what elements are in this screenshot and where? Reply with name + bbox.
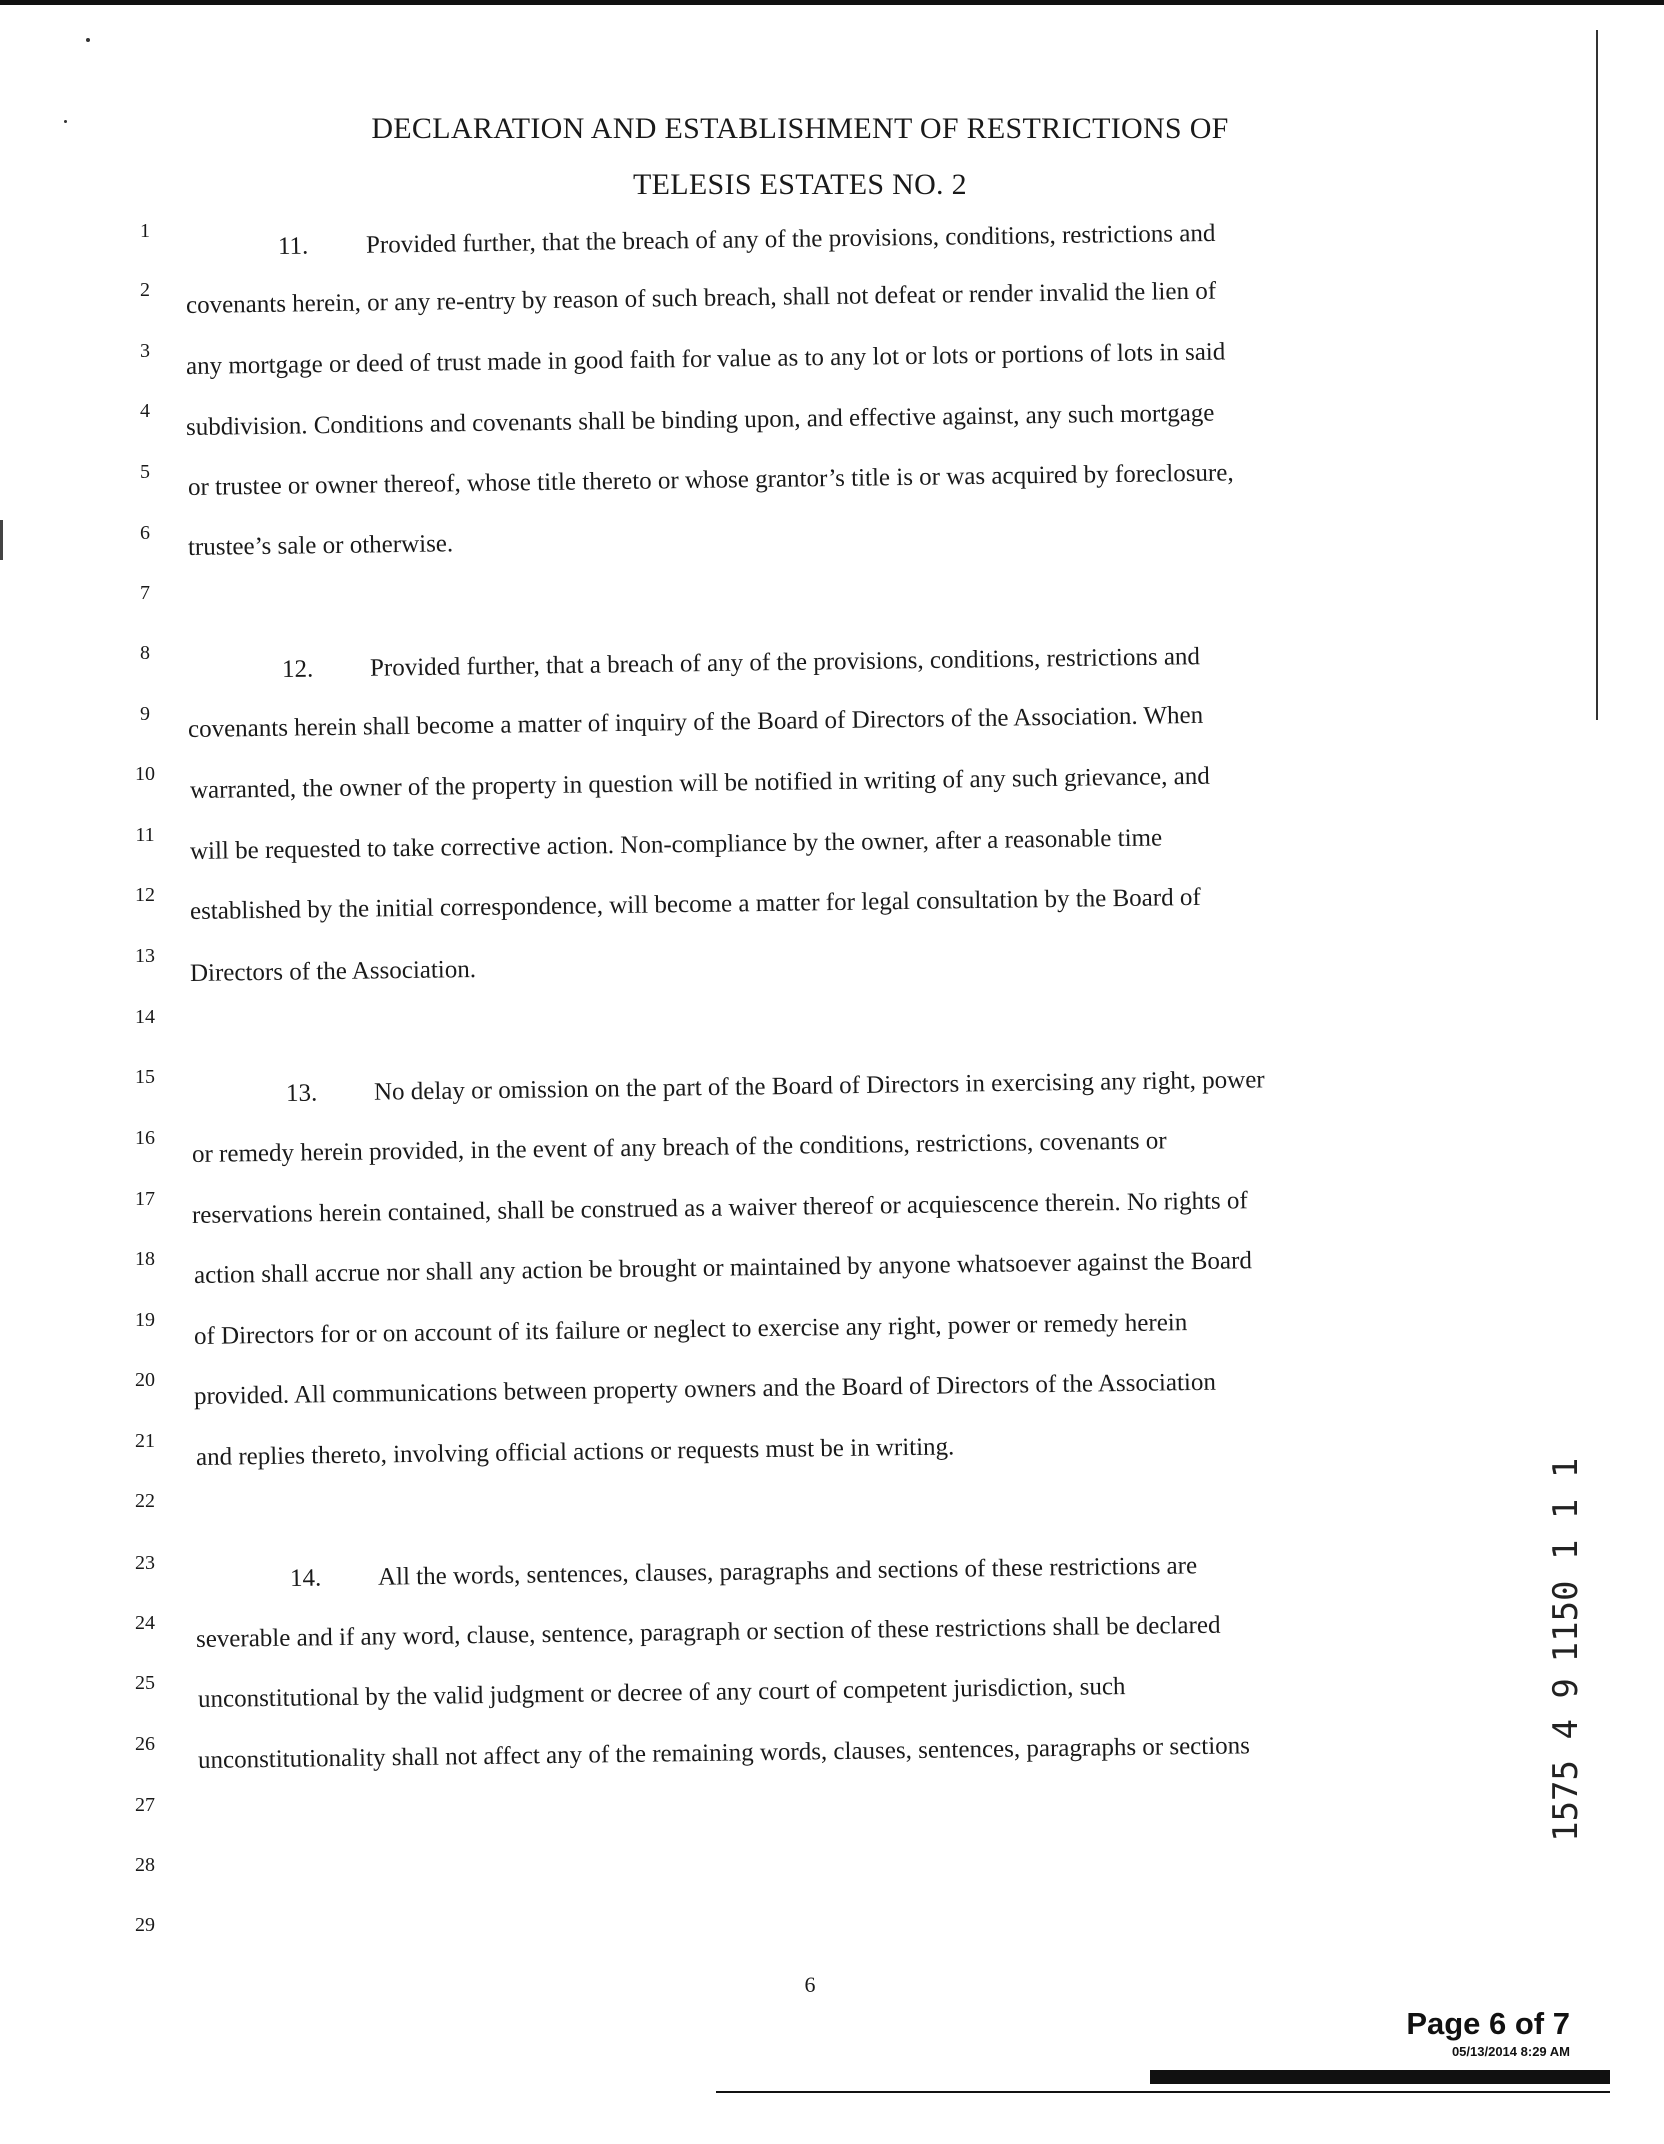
paragraph-line: subdivision. Conditions and covenants shall be binding upon, and effective against, any such mortgage bbox=[185, 399, 1215, 441]
line-number: 25 bbox=[135, 1672, 155, 1694]
paragraph-line: unconstitutional by the valid judgment or decree of any court of competent jurisdiction, such bbox=[197, 1673, 1126, 1713]
line-number: 12 bbox=[135, 884, 155, 906]
left-scan-mark bbox=[0, 520, 3, 560]
line-number: 23 bbox=[135, 1552, 155, 1574]
line-number: 24 bbox=[135, 1612, 155, 1634]
recording-number-stamp: 1150 1 1 1 bbox=[1546, 1457, 1586, 1663]
line-number: 26 bbox=[135, 1733, 155, 1755]
line-number: 14 bbox=[135, 1006, 155, 1028]
line-number: 5 bbox=[140, 461, 150, 483]
paragraph-line: reservations herein contained, shall be construed as a waiver thereof or acquiescence therein. No rights of bbox=[191, 1187, 1248, 1229]
paragraph-line: established by the initial correspondence, will become a matter for legal consultation by the Board of bbox=[189, 883, 1201, 925]
line-number: 28 bbox=[135, 1854, 155, 1876]
line-number: 18 bbox=[135, 1248, 155, 1270]
line-number: 19 bbox=[135, 1309, 155, 1331]
paragraph-number: 12. bbox=[281, 655, 314, 683]
paragraph-first-line bbox=[290, 1552, 1197, 1593]
paragraph-line: provided. All communications between property owners and the Board of Directors of the Association bbox=[193, 1368, 1217, 1410]
paragraph-first-line bbox=[278, 220, 1216, 261]
line-number: 6 bbox=[140, 522, 150, 544]
paragraph-line: and replies thereto, involving official actions or requests must be in writing. bbox=[195, 1433, 955, 1471]
paragraph-line: Directors of the Association. bbox=[189, 956, 477, 987]
paragraph-text: Provided further, that a breach of any of the provisions, conditions, restrictions and bbox=[369, 643, 1201, 682]
line-number: 29 bbox=[135, 1914, 155, 1936]
line-number: 4 bbox=[140, 400, 150, 422]
paragraph-first-line bbox=[282, 643, 1200, 684]
document-subtitle: TELESIS ESTATES NO. 2 bbox=[633, 168, 967, 201]
paragraph-line: warranted, the owner of the property in question will be notified in writing of any such grievance, and bbox=[189, 762, 1210, 804]
paragraph-line: or trustee or owner thereof, whose title thereto or whose grantor’s title is or was acquired by foreclosure, bbox=[187, 459, 1234, 501]
line-number: 16 bbox=[135, 1127, 155, 1149]
line-number: 27 bbox=[135, 1794, 155, 1816]
line-number: 3 bbox=[140, 340, 150, 362]
line-number: 2 bbox=[140, 279, 150, 301]
paragraph-line: covenants herein shall become a matter of inquiry of the Board of Directors of the Association. When bbox=[187, 701, 1204, 743]
line-number: 7 bbox=[140, 582, 150, 604]
paragraph-line: trustee’s sale or otherwise. bbox=[187, 530, 454, 561]
top-scan-border bbox=[0, 0, 1664, 5]
paragraph-first-line bbox=[286, 1066, 1265, 1108]
paragraph-line: will be requested to take corrective action. Non-compliance by the owner, after a reasonable time bbox=[189, 824, 1163, 865]
line-number: 22 bbox=[135, 1490, 155, 1512]
line-number: 9 bbox=[140, 703, 150, 725]
line-number: 21 bbox=[135, 1430, 155, 1452]
line-number: 10 bbox=[135, 763, 155, 785]
scan-speck bbox=[86, 38, 90, 42]
line-number: 20 bbox=[135, 1369, 155, 1391]
page-count-stamp: Page 6 of 7 bbox=[1406, 2006, 1570, 2041]
timestamp-stamp: 05/13/2014 8:29 AM bbox=[1451, 2044, 1570, 2059]
line-number: 8 bbox=[140, 642, 150, 664]
bottom-scan-bar bbox=[1150, 2070, 1610, 2084]
bottom-scan-rule bbox=[716, 2082, 1610, 2096]
paragraph-line: unconstitutionality shall not affect any of the remaining words, clauses, sentences, paragraphs or sections bbox=[197, 1732, 1251, 1774]
line-number: 13 bbox=[135, 945, 155, 967]
paragraph-text: No delay or omission on the part of the Board of Directors in exercising any right, power bbox=[373, 1066, 1265, 1106]
line-number: 11 bbox=[135, 824, 155, 846]
line-number: 15 bbox=[135, 1066, 155, 1088]
line-number: 1 bbox=[140, 220, 150, 242]
paragraph-number: 13. bbox=[285, 1079, 318, 1107]
paragraph-text: All the words, sentences, clauses, paragraphs and sections of these restrictions are bbox=[377, 1552, 1198, 1591]
document-title: DECLARATION AND ESTABLISHMENT OF RESTRICTIONS OF bbox=[371, 112, 1229, 145]
paragraph-line: covenants herein, or any re-entry by reason of such breach, shall not defeat or render invalid the lien of bbox=[185, 277, 1217, 319]
paragraph-line: or remedy herein provided, in the event of any breach of the conditions, restrictions, covenants or bbox=[191, 1127, 1167, 1168]
paragraph-text: Provided further, that the breach of any of the provisions, conditions, restrictions and bbox=[365, 219, 1216, 259]
paragraph-line: severable and if any word, clause, sentence, paragraph or section of these restrictions shall be declared bbox=[195, 1611, 1221, 1653]
paragraph-line: any mortgage or deed of trust made in good faith for value as to any lot or lots or portions of lots in said bbox=[185, 338, 1226, 380]
paragraph-line: of Directors for or on account of its failure or neglect to exercise any right, power or remedy herein bbox=[193, 1309, 1188, 1350]
paragraph-line: action shall accrue nor shall any action be brought or maintained by anyone whatsoever against the Board bbox=[193, 1247, 1253, 1289]
paragraph-number: 14. bbox=[289, 1564, 322, 1592]
line-number: 17 bbox=[135, 1188, 155, 1210]
recording-number-stamp: 1575 4 9 bbox=[1546, 1678, 1586, 1842]
paragraph-number: 11. bbox=[277, 232, 309, 260]
page-number: 6 bbox=[804, 1972, 816, 1997]
